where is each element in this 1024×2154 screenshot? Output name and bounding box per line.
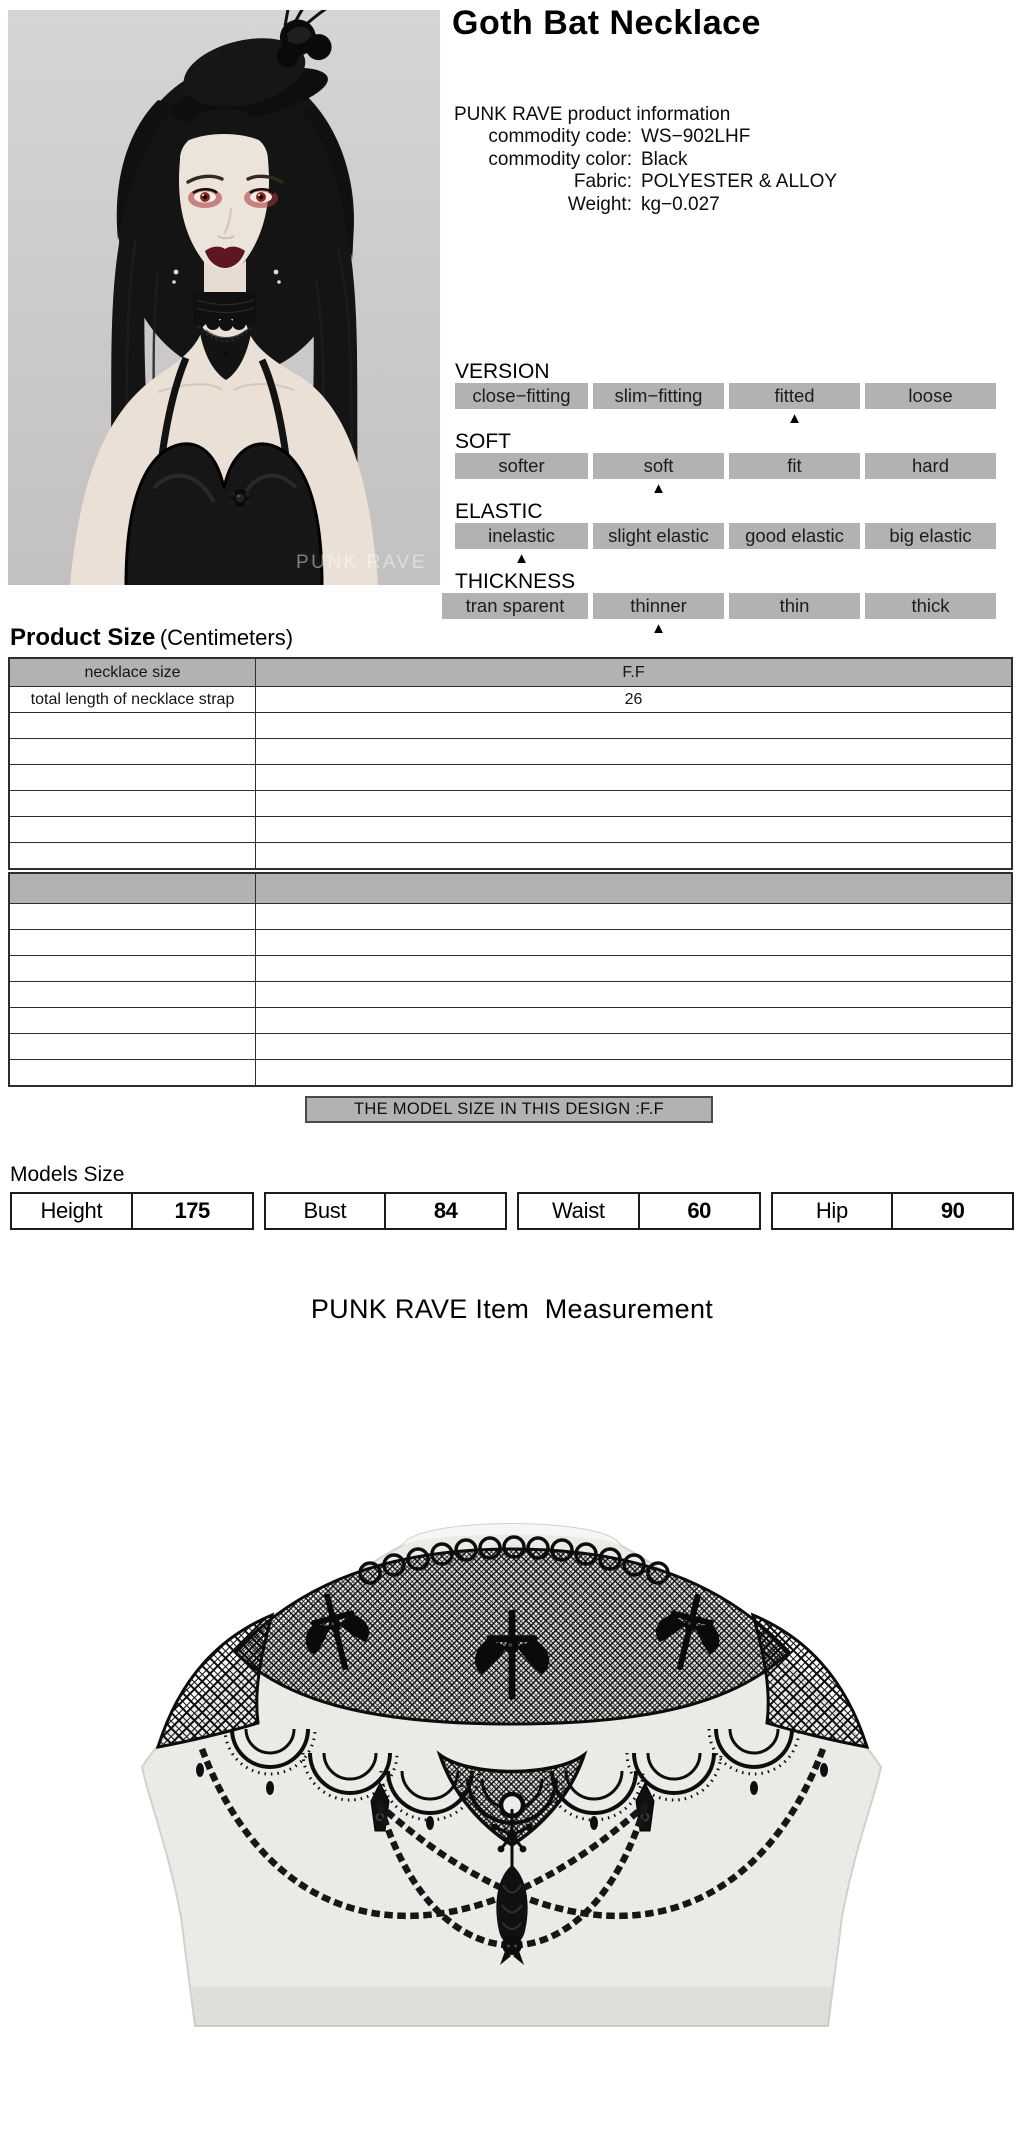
attr-option: soft <box>593 453 724 479</box>
models-size-box-waist <box>517 1192 761 1230</box>
product-size-heading-bold: Product Size <box>10 624 156 651</box>
model-photo <box>8 10 440 585</box>
attr-option: fitted <box>729 383 860 409</box>
size-row-value <box>256 687 1013 713</box>
info-value: WS−902LHF <box>641 126 751 148</box>
info-row-fabric <box>454 171 837 193</box>
selection-marker: ▲ <box>787 410 802 427</box>
info-label: Weight: <box>567 193 632 215</box>
attr-options-row <box>455 383 1015 409</box>
product-size-heading <box>10 624 293 652</box>
product-size-heading-unit: (Centimeters) <box>159 625 294 650</box>
attr-option: hard <box>865 453 996 479</box>
selection-marker <box>729 619 860 639</box>
attr-option: tran sparent <box>442 593 588 619</box>
attr-section-soft <box>455 430 1015 499</box>
attr-option: good elastic <box>729 523 860 549</box>
attr-section-elastic <box>455 500 1015 569</box>
attr-name: THICKNESS <box>455 570 576 593</box>
product-info <box>454 104 837 216</box>
selection-marker: ▲ <box>651 620 666 637</box>
info-value: kg−0.027 <box>641 193 720 215</box>
measure-value: 175 <box>174 1198 210 1223</box>
photo-watermark: PUNK RAVE <box>296 552 427 573</box>
necklace-measurement-photo <box>140 1487 885 2027</box>
measure-value: 84 <box>433 1198 458 1223</box>
attr-option: fit <box>729 453 860 479</box>
selection-marker <box>442 619 588 639</box>
selection-marker <box>593 549 724 569</box>
necklace-illustration <box>140 1487 885 2027</box>
size-table-empty-row <box>9 713 1012 739</box>
size-value: 26 <box>624 690 643 708</box>
info-row-color <box>454 149 837 171</box>
measure-value: 60 <box>687 1198 711 1223</box>
size-header-cell: necklace size <box>9 658 256 687</box>
size-table-empty-row <box>9 904 1012 930</box>
attr-option: slim−fitting <box>593 383 724 409</box>
selection-marker <box>729 479 860 499</box>
selection-marker <box>865 619 996 639</box>
item-measurement-heading: PUNK RAVE Item Measurement <box>310 1294 714 1324</box>
selection-marker <box>729 549 860 569</box>
secondary-size-table <box>8 872 1013 1087</box>
attr-marker-row <box>455 549 1015 569</box>
info-row-weight <box>454 194 837 216</box>
selection-marker: ▲ <box>514 550 529 567</box>
attr-option: inelastic <box>455 523 588 549</box>
size-table-row <box>9 687 1012 713</box>
selection-marker <box>865 479 996 499</box>
models-size-box-hip <box>771 1192 1015 1230</box>
size-column-label: F.F <box>622 663 645 681</box>
info-row-code <box>454 126 837 148</box>
selection-marker <box>455 479 588 499</box>
attr-options-row <box>455 523 1015 549</box>
size-table-empty-row <box>9 791 1012 817</box>
attr-name: SOFT <box>455 430 511 453</box>
size-table-empty-row <box>9 956 1012 982</box>
attr-section-version <box>455 360 1015 429</box>
attr-option: thin <box>729 593 860 619</box>
attr-option: thinner <box>593 593 724 619</box>
models-size-box-bust <box>264 1192 508 1230</box>
selection-marker <box>865 409 996 429</box>
attr-marker-row <box>455 409 1015 429</box>
measure-label: Hip <box>773 1194 894 1228</box>
attr-option: loose <box>865 383 996 409</box>
size-table-empty-row <box>9 765 1012 791</box>
size-table-empty-row <box>9 843 1012 870</box>
brooch <box>229 489 251 507</box>
size-row-label: total length of necklace strap <box>9 687 256 713</box>
product-size-table <box>8 657 1013 870</box>
measure-label: Bust <box>266 1194 387 1228</box>
size-header-cell <box>256 658 1013 687</box>
attr-name: VERSION <box>455 360 550 383</box>
info-value: Black <box>641 148 688 170</box>
size-table-empty-row <box>9 1060 1012 1087</box>
selection-marker <box>865 549 996 569</box>
size-table-header-row <box>9 658 1012 687</box>
attribute-block <box>455 360 1015 640</box>
info-label: Fabric: <box>573 171 632 193</box>
measure-value: 90 <box>940 1198 965 1223</box>
attr-option: big elastic <box>865 523 996 549</box>
page-title: Goth Bat Necklace <box>452 4 761 42</box>
selection-marker <box>593 409 724 429</box>
attr-section-thickness <box>455 570 1015 639</box>
attr-options-row <box>455 453 1015 479</box>
selection-marker <box>455 409 588 429</box>
model-size-banner: THE MODEL SIZE IN THIS DESIGN :F.F <box>305 1096 713 1123</box>
selection-marker: ▲ <box>651 480 666 497</box>
attr-marker-row <box>455 479 1015 499</box>
size-table-header-row <box>9 873 1012 904</box>
info-label: commodity color: <box>488 148 632 170</box>
size-table-empty-row <box>9 982 1012 1008</box>
info-heading: PUNK RAVE product information <box>454 104 731 125</box>
attr-marker-row <box>442 619 1015 639</box>
model-photo-illustration <box>8 10 440 585</box>
size-table-empty-row <box>9 817 1012 843</box>
attr-name: ELASTIC <box>455 500 543 523</box>
attr-option: close−fitting <box>455 383 588 409</box>
size-table-empty-row <box>9 739 1012 765</box>
models-size-table <box>10 1192 1014 1230</box>
models-size-label: Models Size <box>10 1163 125 1186</box>
measure-label: Height <box>12 1194 133 1228</box>
attr-option: thick <box>865 593 996 619</box>
attr-option: slight elastic <box>593 523 724 549</box>
size-table-empty-row <box>9 1008 1012 1034</box>
size-table-empty-row <box>9 930 1012 956</box>
models-size-box-height <box>10 1192 254 1230</box>
size-table-empty-row <box>9 1034 1012 1060</box>
info-value: POLYESTER & ALLOY <box>641 171 838 193</box>
info-label: commodity code: <box>488 126 632 148</box>
measure-label: Waist <box>519 1194 640 1228</box>
attr-options-row <box>442 593 1015 619</box>
attr-option: softer <box>455 453 588 479</box>
